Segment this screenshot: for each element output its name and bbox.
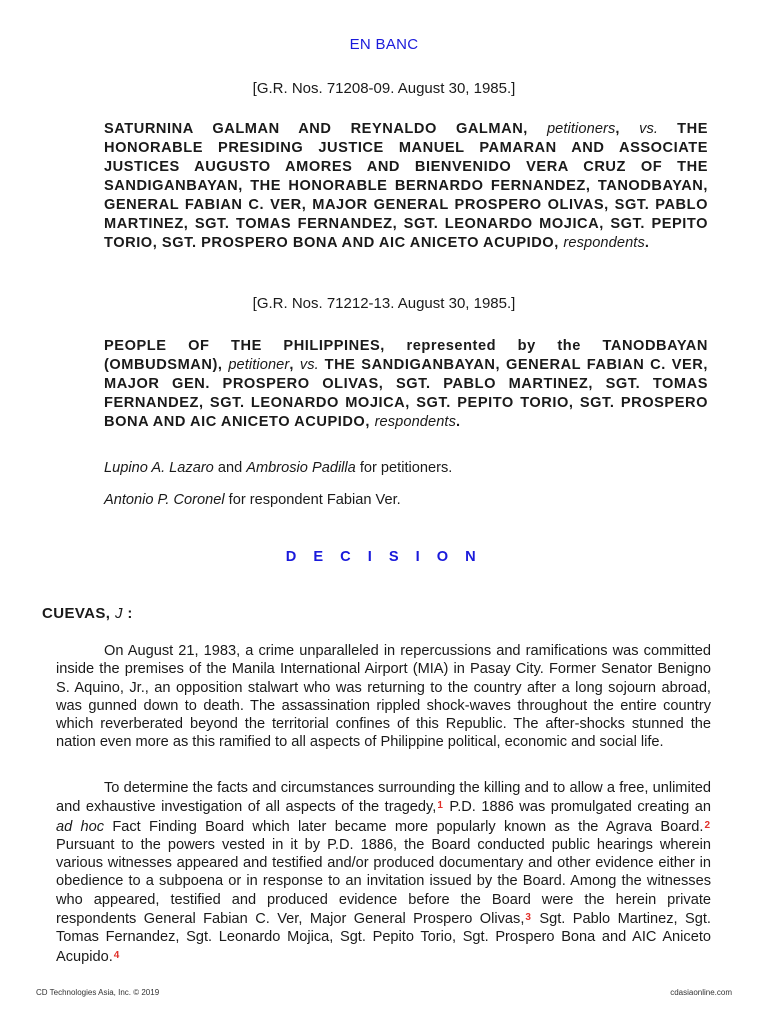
paragraph-2-part-4: Pursuant to the powers vested in it by P.D. 1886, the Board conducted public hearings wherein various witnesses appeared and testified and/or produced documentary and other evidence either in obedience to a subpoena or in response to an invitation issued by the Board. Among the witnesses who appeared, testified and produced evidence before the Board were the herein private respondents General Fabian C. Ver, Major General Prospero Olivas, xyxy=(56,836,711,928)
counsel-and: and xyxy=(213,460,247,476)
paragraph-2-text xyxy=(56,779,711,966)
footer-copyright: CD Technologies Asia, Inc. © 2019 xyxy=(36,988,160,997)
paragraph-1 xyxy=(56,642,711,752)
paragraph-2-part-3: Fact Finding Board which later became more popularly known as the Agrava Board. xyxy=(104,818,704,835)
case1-parties: SATURNINA GALMAN AND REYNALDO GALMAN, petitioners, vs. THE HONORABLE PRESIDING JUSTICE MANUEL PAMARAN AND ASSOCIATE JUSTICES AUGUSTO AMORES AND BIENVENIDO VERA CRUZ OF THE SANDIGANBAYAN, THE HONORABLE BERNARDO FERNANDEZ, TANODBAYAN, GENERAL FABIAN C. VER, MAJOR GENERAL PROSPERO OLIVAS, SGT. PABLO MARTINEZ, SGT. TOMAS FERNANDEZ, SGT. LEONARDO MOJICA, SGT. PEPITO TORIO, SGT. PROSPERO BONA AND AIC ANICETO ACUPIDO, respondents. xyxy=(104,121,708,251)
case1-petitioners: SATURNINA GALMAN AND REYNALDO GALMAN xyxy=(104,121,524,137)
counsel-respondent xyxy=(104,492,401,508)
paragraph-2 xyxy=(56,779,711,966)
footnote-link-3[interactable]: 3 xyxy=(525,912,531,924)
ad-hoc-term: ad hoc xyxy=(56,818,105,835)
counsel-respondent-text: for respondent Fabian Ver. xyxy=(224,492,401,508)
footnote-link-4[interactable]: 4 xyxy=(113,949,120,961)
case2-parties: PEOPLE OF THE PHILIPPINES, represented by the TANODBAYAN (OMBUDSMAN), petitioner, vs. THE SANDIGANBAYAN, GENERAL FABIAN C. VER, MAJOR GEN. PROSPERO OLIVAS, SGT. PABLO MARTINEZ, SGT. TOMAS FERNANDEZ, SGT. LEONARDO MOJICA, SGT. PEPITO TORIO, SGT. PROSPERO BONA AND AIC ANICETO ACUPIDO, respondents. xyxy=(104,338,708,430)
footer-site: cdasiaonline.com xyxy=(670,988,732,997)
gr-number-2: [G.R. Nos. 71212-13. August 30, 1985.] xyxy=(252,295,516,312)
counsel-name-padilla: Ambrosio Padilla xyxy=(246,460,356,476)
case1-vs: vs. xyxy=(639,121,659,137)
paragraph-2-part-1: To determine the facts and circumstances surrounding the killing and to allow a free, unlimited and exhaustive investigation of all aspects of the tragedy, xyxy=(56,780,711,816)
counsel-name-coronel: Antonio P. Coronel xyxy=(104,492,225,508)
footnote-link-1[interactable]: 1 xyxy=(437,800,443,812)
ponente-title: J xyxy=(114,605,123,622)
paragraph-2-part-2: P.D. 1886 was promulgated creating an xyxy=(443,799,711,816)
case1-respondents: THE HONORABLE PRESIDING JUSTICE MANUEL PAMARAN AND ASSOCIATE JUSTICES AUGUSTO AMORES AND BIENVENIDO VERA CRUZ OF THE SANDIGANBAYAN, THE HONORABLE BERNARDO FERNANDEZ, TANODBAYAN, GENERAL FABIAN C. VER, MAJOR GENERAL PROSPERO OLIVAS, SGT. PABLO MARTINEZ, SGT. TOMAS FERNANDEZ, SGT. LEONARDO MOJICA, SGT. PEPITO TORIO, SGT. PROSPERO BONA AND AIC ANICETO ACUPIDO xyxy=(104,121,708,251)
case2-petitioner-role: petitioner xyxy=(228,357,290,373)
gr-number-1: [G.R. Nos. 71208-09. August 30, 1985.] xyxy=(252,80,516,97)
counsel-petitioners-text: for petitioners. xyxy=(355,460,453,476)
case2-respondents: THE SANDIGANBAYAN, GENERAL FABIAN C. VER, MAJOR GEN. PROSPERO OLIVAS, SGT. PABLO MARTINEZ, SGT. TOMAS FERNANDEZ, SGT. LEONARDO MOJICA, SGT. PEPITO TORIO, SGT. PROSPERO BONA AND AIC ANICETO ACUPIDO xyxy=(104,357,708,430)
counsel-name-lazaro: Lupino A. Lazaro xyxy=(104,460,214,476)
ponente xyxy=(42,605,133,622)
case2-petitioner: PEOPLE OF THE PHILIPPINES, represented by the TANODBAYAN (OMBUDSMAN) xyxy=(104,338,708,373)
paragraph-2-part-5: Sgt. Pablo Martinez, Sgt. Tomas Fernandez, Sgt. Leonardo Mojica, Sgt. Pepito Torio, Sgt. Prospero Bona and AIC Aniceto Acupido. xyxy=(56,911,711,965)
en-banc-heading: EN BANC xyxy=(349,36,419,53)
case2-vs: vs. xyxy=(299,357,319,373)
decision-heading: D E C I S I O N xyxy=(285,549,483,565)
counsel-petitioners xyxy=(104,460,452,476)
case1-petitioners-role: petitioners xyxy=(546,121,616,137)
paragraph-1-text: On August 21, 1983, a crime unparalleled in repercussions and ramifications was committed inside the premises of the Manila International Airport (MIA) in Pasay City. Former Senator Benigno S. Aquino, Jr., an opposition stalwart who was returning to the country after a long sojourn abroad, was gunned down to death. The assassination rippled shock-waves throughout the entire country which reverberated beyond the territorial confines of this Republic. The after-shocks stunned the nation even more as this ramified to all aspects of Philippine political, economic and social life. xyxy=(56,643,711,751)
ponente-name: CUEVAS, xyxy=(42,605,115,622)
footnote-link-2[interactable]: 2 xyxy=(704,819,710,831)
ponente-suffix: : xyxy=(122,605,133,622)
case1-respondents-role: respondents xyxy=(563,235,645,251)
case2-respondents-role: respondents xyxy=(374,414,456,430)
